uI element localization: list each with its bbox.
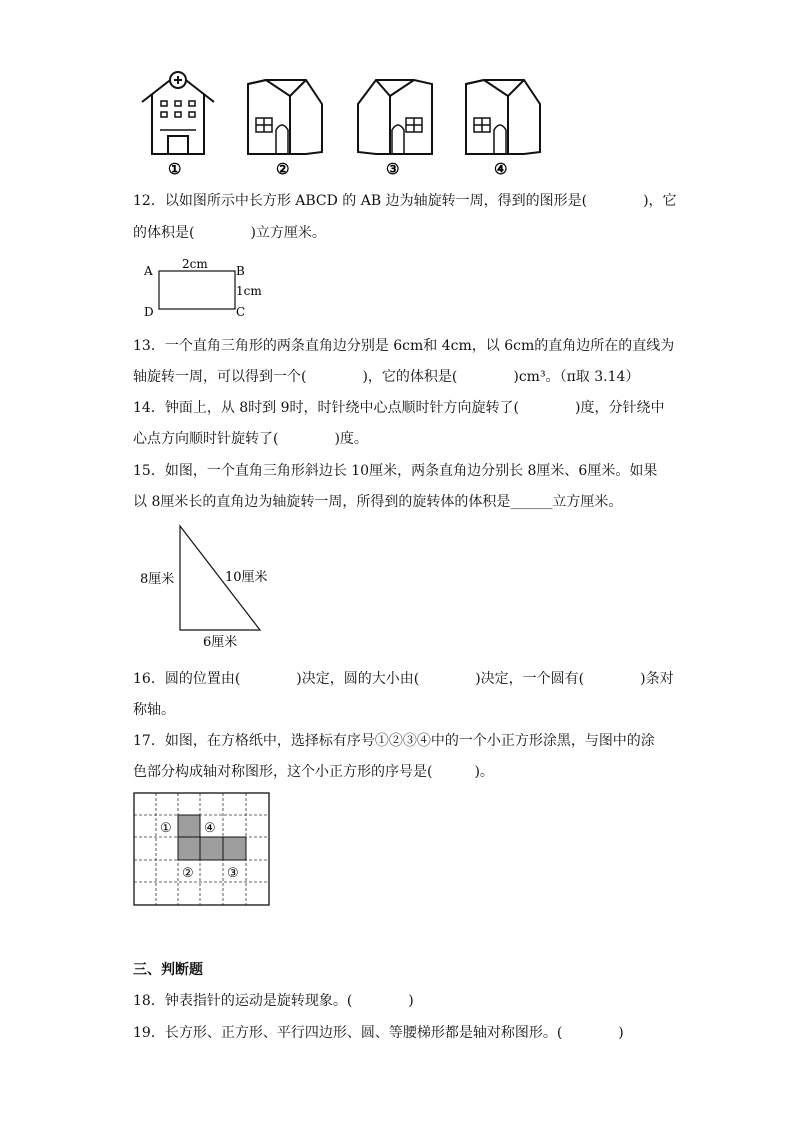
label-leg-8: 8厘米: [140, 572, 175, 587]
q17-line2: 色部分构成轴对称图形，这个小正方形的序号是( )。: [133, 764, 494, 780]
label-d: D: [144, 305, 154, 319]
q16-line1: 16．圆的位置由( )决定，圆的大小由( )决定，一个圆有( )条对: [133, 671, 674, 687]
grid-label-1: ①: [160, 821, 172, 836]
label-a: A: [144, 264, 153, 278]
q12-line1: 12．以如图所示中长方形 ABCD 的 AB 边为轴旋转一周，得到的图形是( )，它: [133, 193, 677, 209]
q14-line2: 心点方向顺时针旋转了( )度。: [133, 431, 368, 447]
q14-line1: 14．钟面上，从 8时到 9时，时针绕中心点顺时针方向旋转了( )度，分针绕中: [133, 400, 665, 416]
label-b: B: [236, 264, 245, 278]
house-1-hospital: [142, 72, 214, 154]
q17-grid-figure: [133, 792, 273, 908]
label-side-length: 1cm: [236, 284, 262, 298]
shaded-square: [200, 837, 223, 860]
houses-figure: [130, 60, 560, 180]
house-label-3: ③: [386, 160, 400, 178]
house-2: [248, 80, 322, 154]
label-leg-6: 6厘米: [203, 635, 238, 650]
shaded-square: [178, 837, 200, 860]
q12-line2: 的体积是( )立方厘米。: [133, 225, 326, 241]
q15-line2: 以 8厘米长的直角边为轴旋转一周，所得到的旋转体的体积是______立方厘米。: [133, 494, 623, 510]
label-c: C: [236, 305, 246, 319]
grid-label-2: ②: [182, 866, 194, 881]
shaded-square: [223, 837, 246, 860]
house-4: [466, 80, 540, 154]
q19-line1: 19．长方形、正方形、平行四边形、圆、等腰梯形都是轴对称图形。( ): [133, 1025, 624, 1041]
house-3: [358, 80, 432, 154]
q17-line1: 17．如图，在方格纸中，选择标有序号①②③④中的一个小正方形涂黑，与图中的涂: [133, 733, 655, 749]
grid-label-3: ③: [227, 866, 239, 881]
q16-line2: 称轴。: [133, 702, 175, 718]
q12-rectangle-figure: [140, 255, 280, 320]
house-label-4: ④: [494, 160, 508, 178]
house-label-2: ②: [276, 160, 290, 178]
house-label-1: ①: [168, 160, 182, 178]
q13-line2: 轴旋转一周，可以得到一个( )，它的体积是( )cm³。（π取 3.14）: [133, 369, 640, 385]
label-hypotenuse-10: 10厘米: [225, 570, 268, 585]
section-title-judgement: 三、判断题: [133, 962, 203, 978]
q15-line1: 15．如图，一个直角三角形斜边长 10厘米，两条直角边分别长 8厘米、6厘米。如果: [133, 463, 658, 479]
label-top-length: 2cm: [182, 257, 208, 271]
rectangle-abcd: [159, 271, 235, 309]
grid-label-4: ④: [204, 821, 216, 836]
q13-line1: 13．一个直角三角形的两条直角边分别是 6cm和 4cm，以 6cm的直角边所在的直线为: [133, 338, 675, 354]
q15-triangle-figure: [138, 520, 278, 650]
q18-line1: 18．钟表指针的运动是旋转现象。( ): [133, 993, 414, 1009]
shaded-square: [178, 815, 200, 837]
